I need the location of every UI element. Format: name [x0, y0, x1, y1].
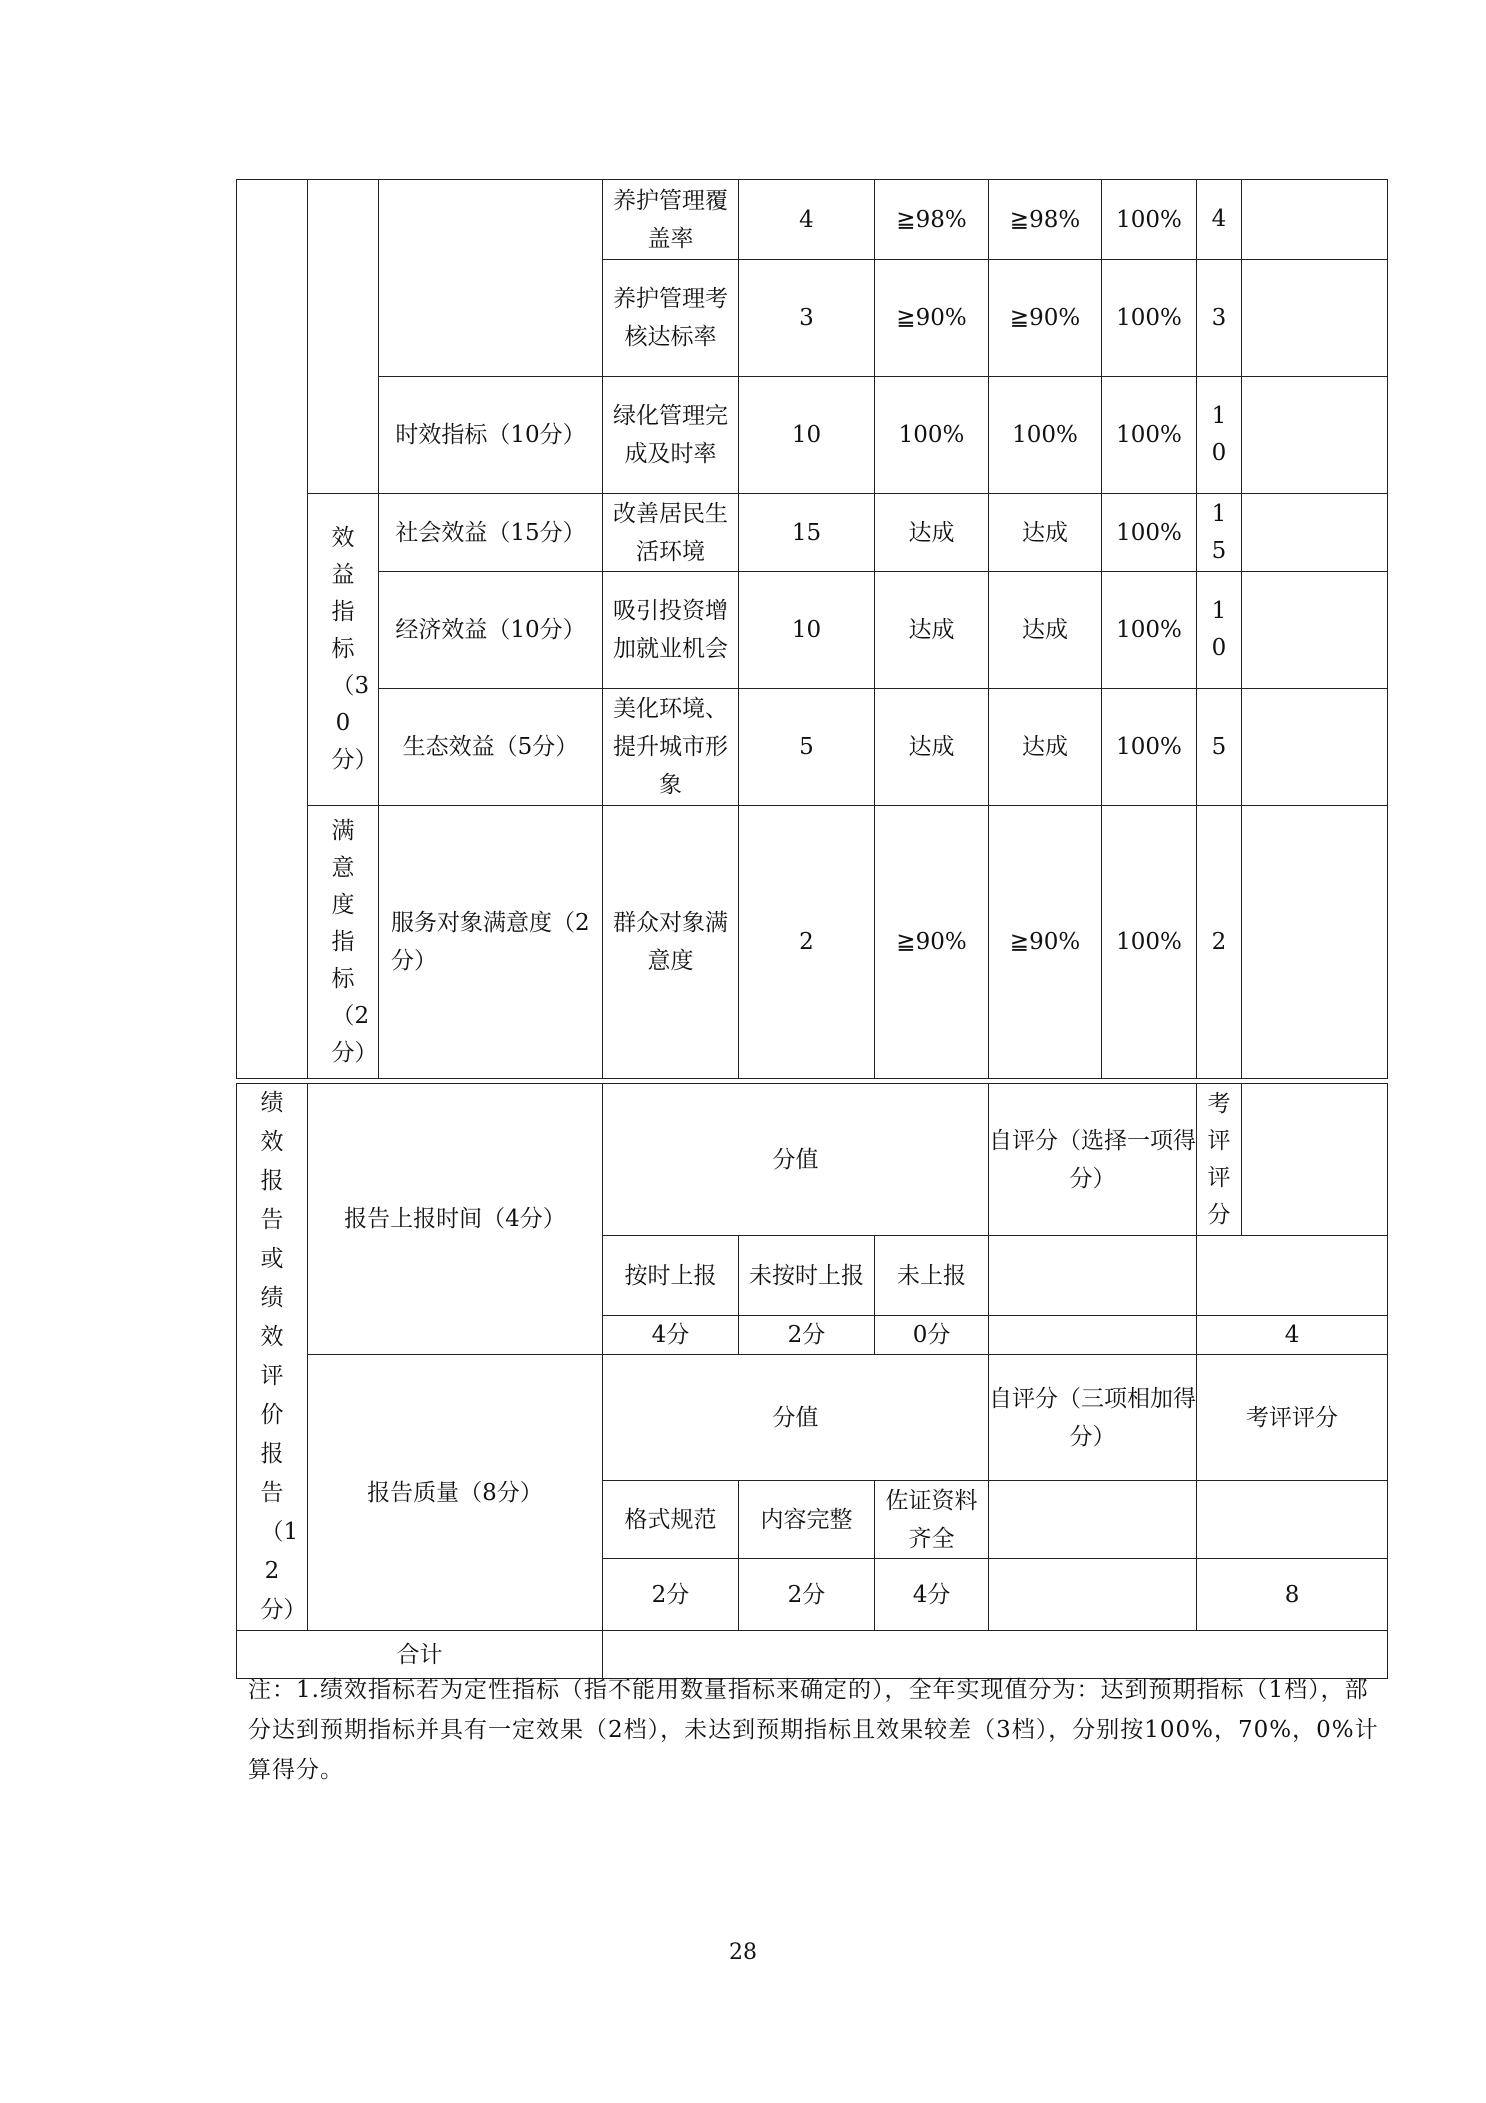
indicator-target: ≧90% — [875, 806, 989, 1079]
level3-category: 经济效益（10分） — [379, 572, 603, 689]
report-quality-review-header: 考评评分 — [1197, 1355, 1388, 1481]
report-time-review-score: 4 — [1197, 1316, 1388, 1355]
indicator-item: 养护管理考核达标率 — [603, 260, 739, 377]
indicator-reason — [1242, 689, 1388, 806]
option-on-time: 按时上报 — [603, 1236, 739, 1316]
indicator-target: ≧90% — [875, 260, 989, 377]
option-late: 未按时上报 — [739, 1236, 875, 1316]
indicator-target: 100% — [875, 377, 989, 494]
indicator-score: 4 — [1197, 180, 1242, 260]
indicator-actual: 达成 — [989, 572, 1102, 689]
benefit-category: 效益指标（30分） — [308, 494, 379, 806]
indicator-target: 达成 — [875, 494, 989, 572]
indicator-actual: 达成 — [989, 494, 1102, 572]
indicator-rate: 100% — [1102, 494, 1197, 572]
performance-table — [236, 179, 1388, 1079]
indicator-target: 达成 — [875, 572, 989, 689]
option-content: 内容完整 — [739, 1481, 875, 1559]
indicator-actual: 达成 — [989, 689, 1102, 806]
indicator-weight: 15 — [739, 494, 875, 572]
option-not-reported: 未上报 — [875, 1236, 989, 1316]
indicator-rate: 100% — [1102, 180, 1197, 260]
indicator-actual: 100% — [989, 377, 1102, 494]
indicator-reason — [1242, 494, 1388, 572]
report-time-self-score — [989, 1236, 1197, 1316]
points-evidence: 4分 — [875, 1559, 989, 1631]
points-content: 2分 — [739, 1559, 875, 1631]
level1-cell-continued — [237, 180, 308, 1079]
indicator-item: 美化环境、提升城市形象 — [603, 689, 739, 806]
indicator-reason — [1242, 180, 1388, 260]
report-time-review-empty — [1197, 1236, 1388, 1316]
points-on-time: 4分 — [603, 1316, 739, 1355]
report-quality-self-header: 自评分（三项相加得分） — [989, 1355, 1197, 1481]
report-time-review-header: 考评评分 — [1197, 1084, 1242, 1236]
level2-cell-continued — [308, 180, 379, 494]
report-time-value-header: 分值 — [603, 1084, 989, 1236]
report-time-label: 报告上报时间（4分） — [308, 1084, 603, 1355]
indicator-score: 3 — [1197, 260, 1242, 377]
report-quality-value-header: 分值 — [603, 1355, 989, 1481]
indicator-rate: 100% — [1102, 806, 1197, 1079]
indicator-target: 达成 — [875, 689, 989, 806]
level3-cell-continued — [379, 180, 603, 377]
table-footnote: 注：1.绩效指标若为定性指标（指不能用数量指标来确定的），全年实现值分为：达到预期指标（1档），部分达到预期指标并具有一定效果（2档），未达到预期指标且效果较差（3档），分别按100%，70%，0%计算得分。 — [248, 1677, 1379, 1783]
level3-category: 生态效益（5分） — [379, 689, 603, 806]
indicator-reason — [1242, 260, 1388, 377]
indicator-actual: ≧90% — [989, 806, 1102, 1079]
indicator-weight: 10 — [739, 377, 875, 494]
indicator-rate: 100% — [1102, 260, 1197, 377]
indicator-actual: ≧90% — [989, 260, 1102, 377]
report-quality-label: 报告质量（8分） — [308, 1355, 603, 1631]
indicator-actual: ≧98% — [989, 180, 1102, 260]
indicator-score: 10 — [1197, 377, 1242, 494]
total-label: 合计 — [237, 1631, 603, 1679]
indicator-weight: 5 — [739, 689, 875, 806]
indicator-item: 改善居民生活环境 — [603, 494, 739, 572]
level3-category: 社会效益（15分） — [379, 494, 603, 572]
indicator-item: 吸引投资增加就业机会 — [603, 572, 739, 689]
report-time-self-value — [989, 1316, 1197, 1355]
points-format: 2分 — [603, 1559, 739, 1631]
indicator-weight: 10 — [739, 572, 875, 689]
report-table — [236, 1083, 1388, 1679]
level3-category: 时效指标（10分） — [379, 377, 603, 494]
points-not-reported: 0分 — [875, 1316, 989, 1355]
indicator-score: 5 — [1197, 689, 1242, 806]
indicator-rate: 100% — [1102, 689, 1197, 806]
indicator-score: 10 — [1197, 572, 1242, 689]
indicator-item: 群众对象满意度 — [603, 806, 739, 1079]
satisfaction-category: 满意度指标（2分） — [308, 806, 379, 1079]
indicator-reason — [1242, 572, 1388, 689]
indicator-reason — [1242, 806, 1388, 1079]
indicator-score: 15 — [1197, 494, 1242, 572]
report-category: 绩效报告或绩效评价报告（12分） — [237, 1084, 308, 1631]
page-number: 28 — [729, 1940, 757, 1965]
indicator-reason — [1242, 377, 1388, 494]
indicator-weight: 4 — [739, 180, 875, 260]
indicator-rate: 100% — [1102, 377, 1197, 494]
report-time-review-blank — [1242, 1084, 1388, 1236]
indicator-rate: 100% — [1102, 572, 1197, 689]
indicator-weight: 3 — [739, 260, 875, 377]
indicator-weight: 2 — [739, 806, 875, 1079]
indicator-target: ≧98% — [875, 180, 989, 260]
level3-category: 服务对象满意度（2分） — [379, 806, 603, 1079]
option-evidence: 佐证资料齐全 — [875, 1481, 989, 1559]
option-format: 格式规范 — [603, 1481, 739, 1559]
indicator-score: 2 — [1197, 806, 1242, 1079]
report-quality-self-value — [989, 1559, 1197, 1631]
report-quality-review-score: 8 — [1197, 1559, 1388, 1631]
report-time-self-header: 自评分（选择一项得分） — [989, 1084, 1197, 1236]
report-quality-self-score — [989, 1481, 1197, 1559]
points-late: 2分 — [739, 1316, 875, 1355]
indicator-item: 绿化管理完成及时率 — [603, 377, 739, 494]
report-quality-review-empty — [1197, 1481, 1388, 1559]
indicator-item: 养护管理覆盖率 — [603, 180, 739, 260]
